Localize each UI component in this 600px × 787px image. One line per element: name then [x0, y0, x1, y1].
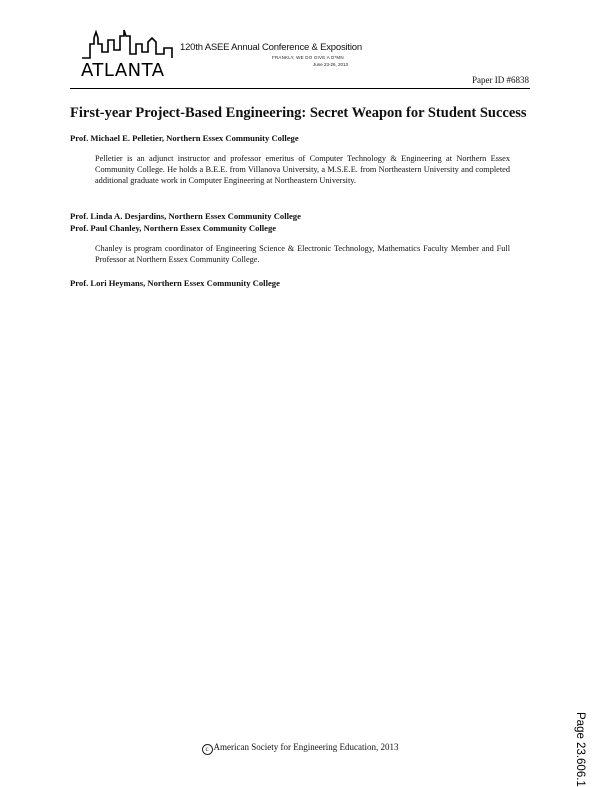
logo-wordmark: ATLANTA — [81, 60, 165, 78]
copyright-footer — [0, 742, 600, 755]
conference-tagline: FRANKLY, WE DO GIVE A D*MN — [272, 55, 344, 60]
page-number: Page 23.606.1 — [574, 712, 586, 787]
author-bio: Pelletier is an adjunct instructor and professor emeritus of Computer Technology & Engineering at Northern Essex Community College. He holds a B.E.E. from Villanova University, a M.S.E.E. from Northeastern University and completed additional graduate work in Computer Engineering at Northeastern University. — [95, 154, 510, 185]
copyright-icon: c — [202, 744, 213, 755]
copyright-text: American Society for Engineering Education, 2013 — [213, 742, 399, 752]
skyline-outline-icon — [82, 30, 172, 58]
header-divider — [70, 88, 530, 89]
conference-title: 120th ASEE Annual Conference & Exposition — [180, 42, 362, 53]
conference-dates: June 23-26, 2013 — [313, 62, 349, 67]
paper-title: First-year Project-Based Engineering: Secret Weapon for Student Success — [70, 105, 527, 121]
author-name: Prof. Michael E. Pelletier, Northern Essex Community College — [70, 133, 299, 143]
author-name: Prof. Linda A. Desjardins, Northern Essex Community College — [70, 211, 301, 221]
atlanta-skyline-logo — [80, 28, 180, 78]
author-name: Prof. Paul Chanley, Northern Essex Community College — [70, 223, 277, 233]
author-bio: Chanley is program coordinator of Engineering Science & Electronic Technology, Mathematics Faculty Member and Full Professor at Northern Essex Community College. — [95, 244, 510, 264]
author-name: Prof. Lori Heymans, Northern Essex Community College — [70, 278, 280, 288]
paper-id: Paper ID #6838 — [472, 75, 529, 85]
